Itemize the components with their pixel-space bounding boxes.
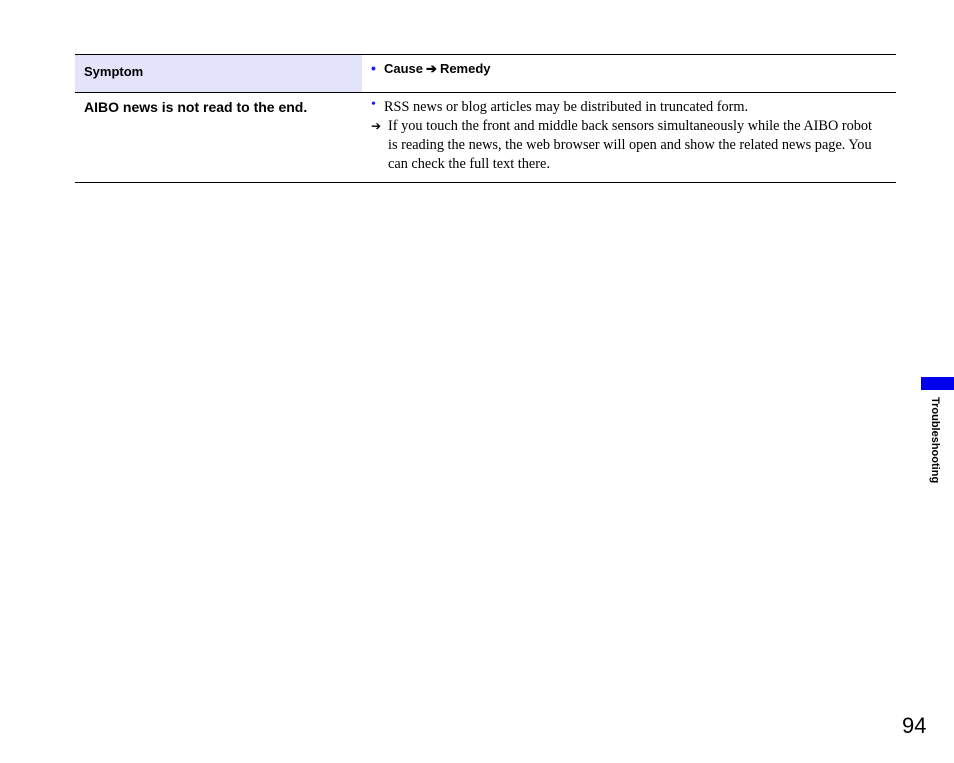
section-tab-label: Troubleshooting bbox=[929, 397, 941, 484]
cause-text: RSS news or blog articles may be distributed in truncated form. bbox=[384, 99, 749, 115]
cause-line bbox=[371, 98, 876, 117]
symptom-column-header: Symptom bbox=[75, 55, 362, 92]
bullet-icon: • bbox=[371, 60, 376, 76]
remedy-header-label: Remedy bbox=[439, 61, 491, 76]
table-header-row bbox=[75, 55, 896, 93]
remedy-text: If you touch the front and middle back sensors simultaneously while the AIBO robot is reading the news, the web browser will open and show the related news page. You can check the full text there. bbox=[388, 118, 873, 172]
symptom-cell: AIBO news is not read to the end. bbox=[84, 99, 308, 115]
table-row bbox=[75, 93, 896, 182]
cause-remedy-cell bbox=[362, 93, 896, 182]
troubleshooting-table bbox=[75, 54, 896, 183]
cause-remedy-column-header bbox=[362, 55, 896, 92]
page-number: 94 bbox=[902, 713, 927, 738]
arrow-right-icon: ➔ bbox=[426, 61, 437, 76]
remedy-line bbox=[371, 117, 876, 174]
bullet-icon: • bbox=[371, 97, 376, 112]
arrow-right-icon: ➔ bbox=[371, 119, 382, 133]
cause-header-label: Cause bbox=[384, 61, 424, 76]
section-tab-marker bbox=[921, 377, 954, 390]
